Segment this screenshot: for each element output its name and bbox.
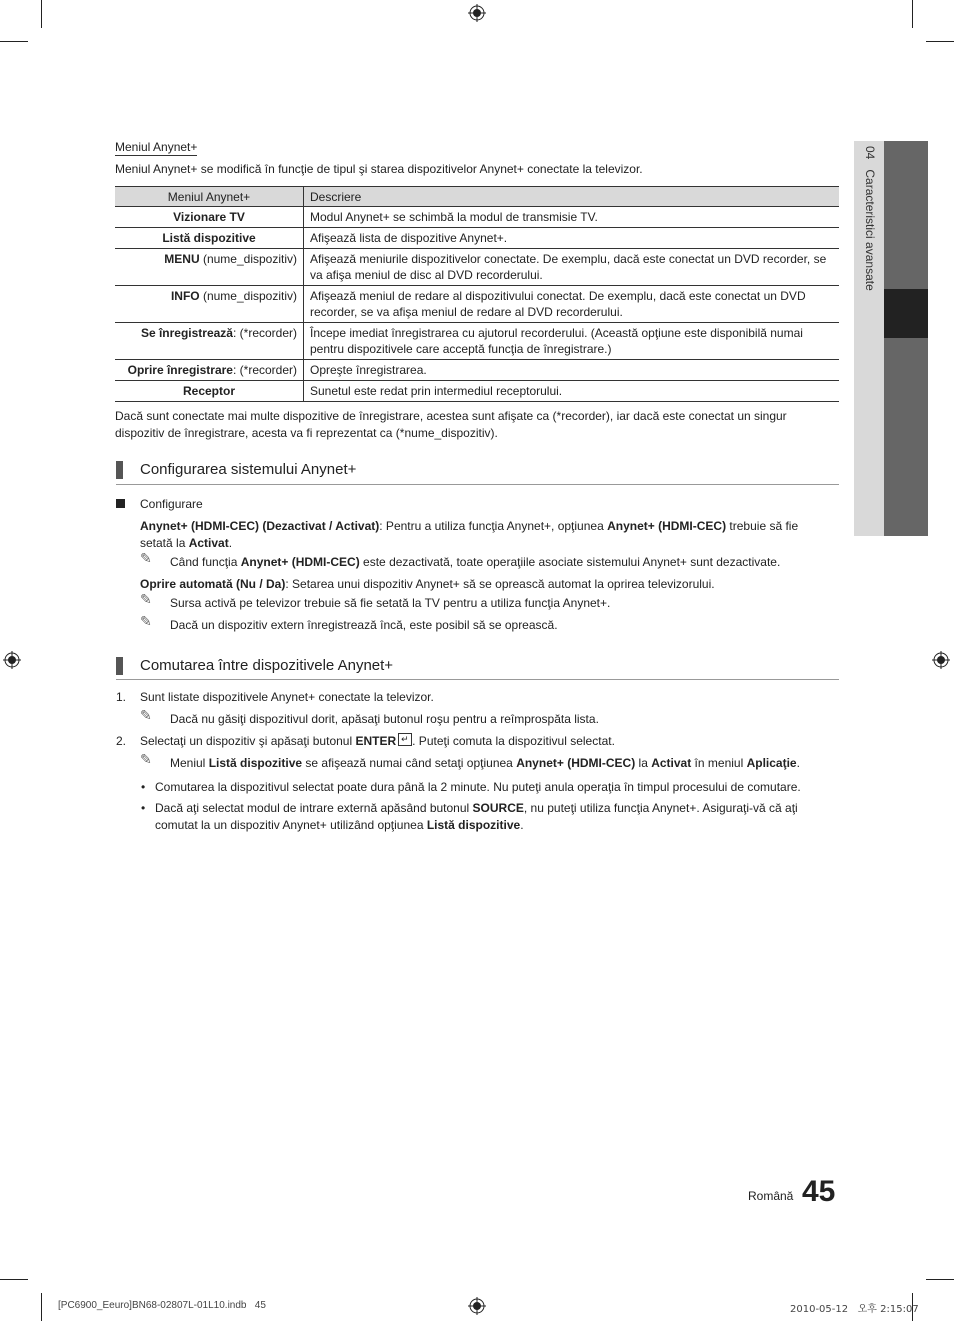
section-divider: [116, 679, 839, 680]
bullet-switch-duration: Comutarea la dispozitivul selectat poate dura până la 2 minute. Nu puteţi anula operaţia în timpul procesului de comutare.: [155, 780, 801, 794]
table-cell-menu: [115, 323, 304, 360]
menu-name: INFO: [170, 289, 200, 303]
pencil-note-icon: ✎: [140, 614, 152, 630]
dot-bullet-icon: •: [141, 780, 146, 794]
note-refresh-list: Dacă nu găsiţi dispozitivul dorit, apăsaţi butonul roşu pentru a reîmprospăta lista.: [170, 712, 599, 726]
intro-description: Meniul Anynet+ se modifică în funcţie de tipul şi starea dispozitivelor Anynet+ conectate la televizor.: [115, 162, 643, 176]
crop-mark: [41, 0, 42, 28]
enter-key-icon: ↵: [398, 733, 412, 746]
table-row: [115, 360, 839, 381]
text: la: [635, 756, 652, 770]
crop-mark: [0, 1279, 28, 1280]
auto-off-paragraph: [140, 576, 839, 593]
table-row: [115, 381, 839, 402]
text: .: [796, 756, 800, 770]
table-header-description: Descriere: [304, 187, 840, 207]
pencil-note-icon: ✎: [140, 551, 152, 567]
text: , nu puteţi utiliza funcţia Anynet+. Asiguraţi-vă că aţi: [523, 801, 798, 815]
section-title-switching: Comutarea între dispozitivele Anynet+: [140, 657, 394, 674]
menu-name: Aplicaţie: [746, 756, 797, 770]
pencil-note-icon: ✎: [140, 708, 152, 724]
registration-mark-icon: [468, 1297, 486, 1315]
crop-mark: [926, 1279, 954, 1280]
table-cell-description: Modul Anynet+ se schimbă la modul de transmisie TV.: [304, 207, 840, 228]
table-cell-description: Afişează meniul de redare al dispozitivului conectat. De exemplu, dacă este conectat un DVD recorder, se va afişa meniul de redare al DVD recorderului.: [304, 286, 840, 323]
menu-param: (nume_dispozitiv): [199, 289, 297, 303]
text: Dacă aţi selectat modul de intrare externă apăsând butonul: [155, 801, 473, 815]
menu-param: : (*recorder): [232, 363, 297, 377]
note-recording: Dacă un dispozitiv extern înregistrează încă, este posibil să se oprească.: [170, 618, 558, 632]
table-row: [115, 228, 839, 249]
table-row: [115, 207, 839, 228]
section-marker: [116, 461, 123, 479]
table-header-menu: Meniul Anynet+: [115, 187, 304, 207]
text: în meniul: [691, 756, 747, 770]
table-row: [115, 249, 839, 286]
crop-mark: [926, 41, 954, 42]
menu-name: Se înregistrează: [140, 326, 233, 340]
text: comutat la un dispozitiv Anynet+ utilizând opţiunea: [155, 818, 427, 832]
table-cell-menu: [115, 360, 304, 381]
setting-name: Anynet+ (HDMI-CEC) (Dezactivat / Activat): [140, 519, 380, 533]
setting-name: Anynet+ (HDMI-CEC): [516, 756, 636, 770]
after-table-note: Dacă sunt conectate mai multe dispozitive de înregistrare, acestea sunt afişate ca (*recorder), iar dacă este conectat un singur dispozitiv de înregistrare, acesta va fi reprezentat ca (*nume_dispozitiv).: [115, 409, 787, 440]
registration-mark-icon: [3, 651, 21, 669]
table-row: [115, 286, 839, 323]
menu-name: Vizionare TV: [173, 210, 245, 224]
button-name: SOURCE: [472, 801, 524, 815]
table-cell-menu: [115, 228, 304, 249]
text: .: [228, 536, 233, 550]
text: .: [520, 818, 524, 832]
section-marker: [116, 657, 123, 675]
menu-param: : (*recorder): [232, 326, 297, 340]
chapter-tab-active: [884, 289, 928, 338]
dot-bullet-icon: •: [141, 801, 146, 815]
anynet-menu-table: [115, 186, 839, 402]
page-number: 45: [802, 1175, 836, 1208]
note-active-source: Sursa activă pe televizor trebuie să fie setată la TV pentru a utiliza funcţia Anynet+.: [170, 596, 611, 610]
table-cell-menu: [115, 249, 304, 286]
crop-mark: [912, 0, 913, 28]
print-timestamp: 2010-05-12 오후 2:15:07: [790, 1304, 919, 1315]
pencil-note-icon: ✎: [140, 752, 152, 768]
note-hdmi-cec-disabled: [170, 554, 839, 571]
table-cell-description: Opreşte înregistrarea.: [304, 360, 840, 381]
menu-param: (nume_dispozitiv): [199, 252, 297, 266]
table-cell-description: Sunetul este redat prin intermediul receptorului.: [304, 381, 840, 402]
anynet-hdmi-cec-paragraph: [140, 518, 839, 552]
menu-name: Listă dispozitive: [426, 818, 521, 832]
setting-name: Anynet+ (HDMI-CEC): [607, 519, 727, 533]
menu-name: Receptor: [182, 384, 235, 398]
menu-name: Oprire înregistrare: [127, 363, 233, 377]
setting-name: Oprire automată (Nu / Da): [140, 577, 286, 591]
square-bullet-icon: [116, 499, 125, 508]
table-cell-menu: [115, 381, 304, 402]
chapter-label: [863, 146, 877, 291]
note-device-list: [170, 755, 839, 772]
button-name: ENTER: [355, 734, 397, 748]
menu-name: Listă dispozitive: [208, 756, 303, 770]
step-1-text: Sunt listate dispozitivele Anynet+ conectate la televizor.: [140, 690, 434, 704]
text: : Setarea unui dispozitiv Anynet+ să se oprească automat la oprirea televizorului.: [285, 577, 715, 591]
setting-value: Activat: [651, 756, 692, 770]
setting-name: Anynet+ (HDMI-CEC): [240, 555, 360, 569]
text: Când funcţia: [170, 555, 241, 569]
registration-mark-icon: [468, 4, 486, 22]
text: Meniul: [170, 756, 209, 770]
text: este dezactivată, toate operaţiile asociate sistemului Anynet+ sunt dezactivate.: [359, 555, 781, 569]
table-header-row: [115, 187, 839, 207]
table-row: [115, 323, 839, 360]
step-2-text: [140, 733, 839, 750]
menu-name: MENU: [164, 252, 200, 266]
text: setată la: [140, 536, 189, 550]
print-file-slug: [PC6900_Eeuro]BN68-02807L-01L10.indb 45: [58, 1300, 266, 1311]
text: se afişează numai când setaţi opţiunea: [302, 756, 517, 770]
chapter-number: 04: [863, 146, 877, 160]
registration-mark-icon: [932, 651, 950, 669]
table-cell-description: Afişează lista de dispozitive Anynet+.: [304, 228, 840, 249]
table-cell-menu: [115, 286, 304, 323]
step-number: 2.: [116, 734, 127, 748]
section-title-configure: Configurarea sistemului Anynet+: [140, 461, 357, 478]
setting-value: Activat: [188, 536, 229, 550]
section-divider: [116, 484, 839, 485]
bullet-source-mode: [155, 800, 839, 834]
crop-mark: [41, 1293, 42, 1321]
chapter-tab-dark: [884, 141, 928, 536]
table-cell-description: Începe imediat înregistrarea cu ajutorul recorderului. (Această opţiune este disponibilă numai pentru dispozitivele care acceptă funcţia de înregistrare.): [304, 323, 840, 360]
bullet-configure: Configurare: [140, 497, 203, 511]
footer-language: Română: [748, 1189, 794, 1203]
text: trebuie să fie: [726, 519, 799, 533]
table-cell-menu: [115, 207, 304, 228]
table-cell-description: Afişează meniurile dispozitivelor conectate. De exemplu, dacă este conectat un DVD recorder, se va afişa meniul de disc al DVD recorderului.: [304, 249, 840, 286]
crop-mark: [0, 41, 28, 42]
pencil-note-icon: ✎: [140, 592, 152, 608]
step-number: 1.: [116, 690, 127, 704]
text: : Pentru a utiliza funcţia Anynet+, opţiunea: [379, 519, 608, 533]
menu-name: Listă dispozitive: [162, 231, 256, 245]
intro-heading: [115, 140, 197, 156]
text: Selectaţi un dispozitiv şi apăsaţi butonul: [140, 734, 356, 748]
chapter-title: Caracteristici avansate: [863, 169, 877, 291]
intro-heading-text: Meniul Anynet+: [115, 140, 198, 154]
text: . Puteţi comuta la dispozitivul selectat.: [412, 734, 615, 748]
